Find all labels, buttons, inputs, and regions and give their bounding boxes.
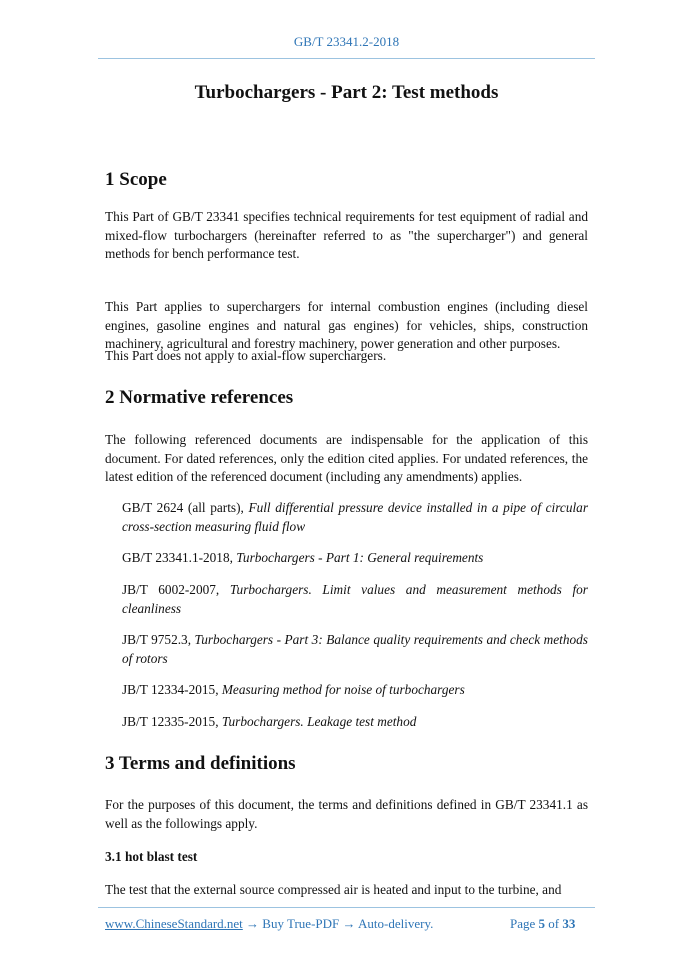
paragraph: The following referenced documents are indispensable for the application of this document. For dated references, only the edition cited applies. For undated references, the latest edition of the referenced document (including any amendments) applies. [105,432,588,485]
subsection-heading: 3.1 hot blast test [105,849,198,864]
reference-item [122,681,588,700]
page-label: Page [510,916,539,931]
reference-item [122,713,588,732]
footer-promo [105,916,433,932]
reference-item [122,581,588,618]
section-heading-scope: 1 Scope [105,169,167,190]
ref-title: Full differential pressure device installed in a pipe of circular cross-section measuring fluid flow [122,500,588,534]
current-page: 5 [538,916,546,931]
header-doc-id: GB/T 23341.2-2018 [293,34,400,49]
ref-title: Turbochargers. Leakage test method [221,714,417,729]
reference-item [122,631,588,668]
ref-title: Turbochargers - Part 3: Balance quality requirements and check methods of rotors [122,632,588,666]
of-label: of [545,916,563,931]
paragraph: This Part applies to superchargers for internal combustion engines (including diesel engines, gasoline engines and natural gas engines) for vehicles, ships, construction machinery, agricultural and forestry machinery, power generation and other purposes. [105,299,588,352]
paragraph: This Part does not apply to axial-flow superchargers. [105,348,387,363]
ref-code: JB/T 12335-2015, [122,714,222,729]
footer-promo-text: → Buy True-PDF → Auto-delivery. [242,916,434,931]
paragraph: The test that the external source compressed air is heated and input to the turbine, and [105,882,562,897]
footer-link[interactable]: www.ChineseStandard.net [105,916,243,931]
ref-title: Turbochargers - Part 1: General requirements [236,550,484,565]
paragraph: For the purposes of this document, the terms and definitions defined in GB/T 23341.1 as well as the followings apply. [105,797,588,831]
ref-code: GB/T 2624 (all parts), [122,500,249,515]
page-title: Turbochargers - Part 2: Test methods [194,82,499,103]
footer-divider [98,907,595,908]
total-pages: 33 [562,916,576,931]
paragraph: This Part of GB/T 23341 specifies technical requirements for test equipment of radial and mixed-flow turbochargers (hereinafter referred to as "the supercharger") and general methods for bench performance test. [105,209,588,262]
ref-title: Measuring method for noise of turbochargers [221,682,465,697]
reference-item [122,549,588,568]
reference-item [122,499,588,536]
ref-code: JB/T 9752.3, [122,632,195,647]
ref-code: JB/T 6002-2007, [122,582,230,597]
ref-code: JB/T 12334-2015, [122,682,222,697]
section-heading-normative: 2 Normative references [105,387,294,408]
section-heading-terms: 3 Terms and definitions [105,753,296,774]
ref-title: Turbochargers. Limit values and measurement methods for cleanliness [122,582,588,616]
page-number [510,916,575,932]
ref-code: GB/T 23341.1-2018, [122,550,237,565]
header-divider [98,58,595,59]
